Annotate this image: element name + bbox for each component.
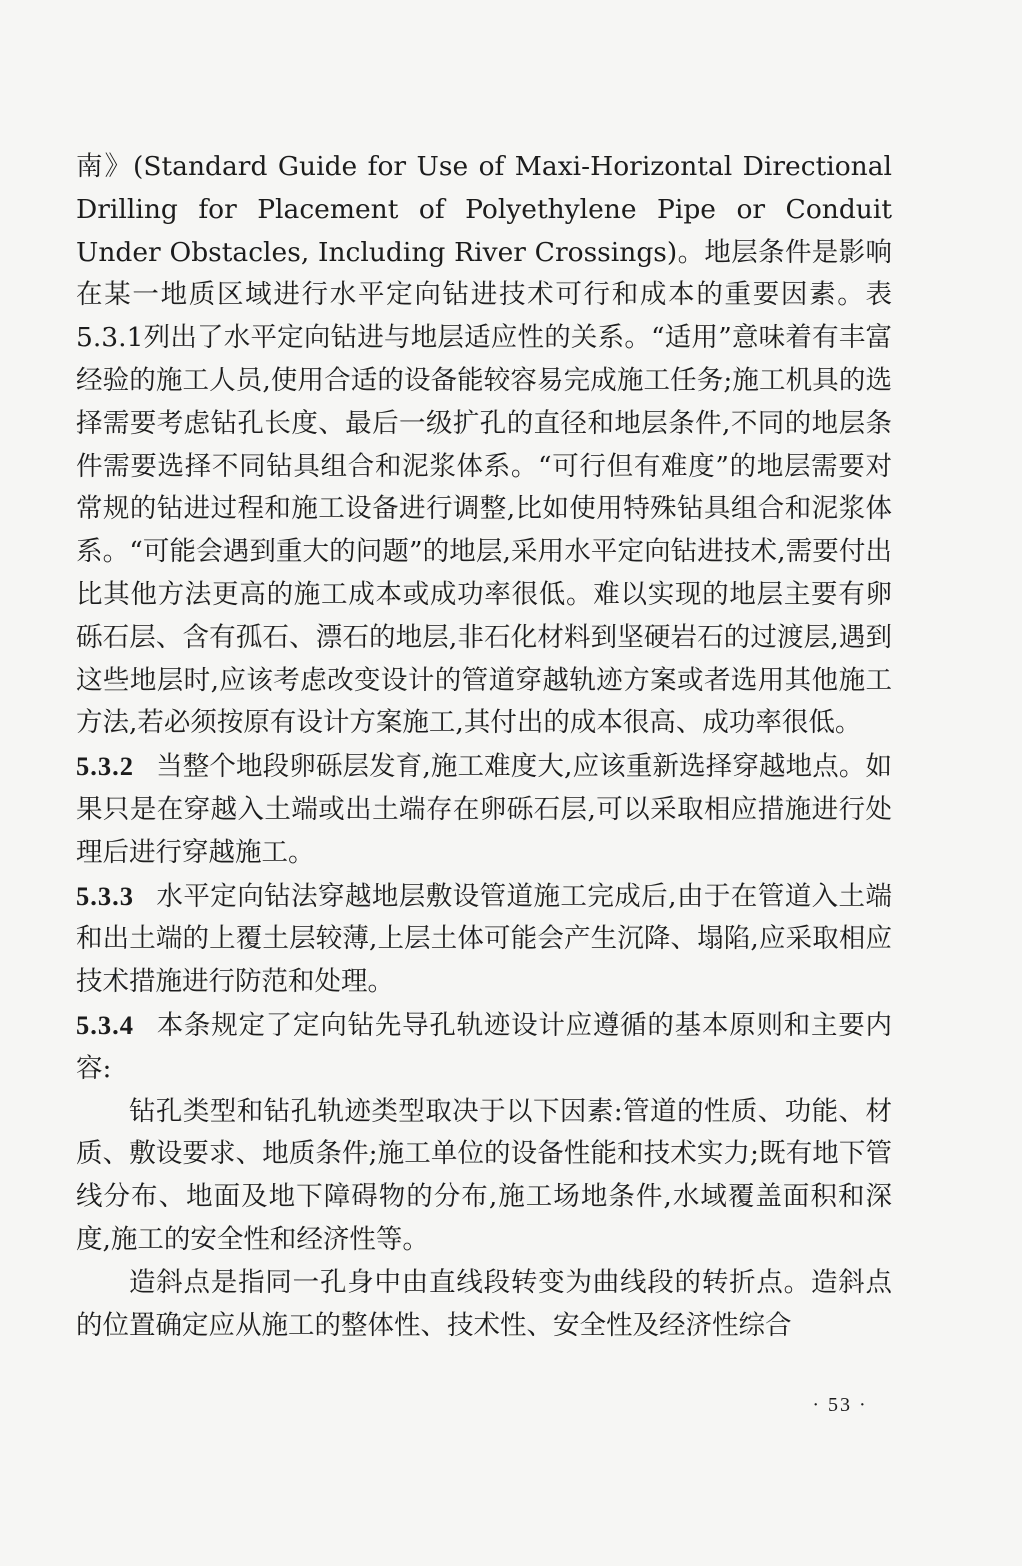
clause-number: 5.3.3 <box>76 880 134 911</box>
clause-5-3-2 <box>76 745 892 874</box>
clause-text: 当整个地段卵砾层发育,施工难度大,应该重新选择穿越地点。如果只是在穿越入土端或出土端存在卵砾石层,可以采取相应措施进行处理后进行穿越施工。 <box>76 751 892 868</box>
body-text <box>76 146 892 1347</box>
clause-number: 5.3.2 <box>76 751 134 782</box>
body-paragraph: 造斜点是指同一孔身中由直线段转变为曲线段的转折点。造斜点的位置确定应从施工的整体性、技术性、安全性及经济性综合 <box>76 1266 892 1341</box>
intro-paragraph: 南》(Standard Guide for Use of Maxi-Horizontal Directional Drilling for Placement of Polyethylene Pipe or Conduit Under Obstacles, Including River Crossings)。地层条件是影响在某一地质区域进行水平定向钻进技术可行和成本的重要因素。表5.3.1列出了水平定向钻进与地层适应性的关系。“适用”意味着有丰富经验的施工人员,使用合适的设备能较容易完成施工任务;施工机具的选择需要考虑钻孔长度、最后一级扩孔的直径和地层条件,不同的地层条件需要选择不同钻具组合和泥浆体系。“可行但有难度”的地层需要对常规的钻进过程和施工设备进行调整,比如使用特殊钻具组合和泥浆体系。“可能会遇到重大的问题”的地层,采用水平定向钻进技术,需要付出比其他方法更高的施工成本或成功率很低。难以实现的地层主要有卵砾石层、含有孤石、漂石的地层,非石化材料到坚硬岩石的过渡层,遇到这些地层时,应该考虑改变设计的管道穿越轨迹方案或者选用其他施工方法,若必须按原有设计方案施工,其付出的成本很高、成功率很低。 <box>76 151 892 739</box>
clause-number: 5.3.4 <box>76 1009 134 1040</box>
clause-5-3-4 <box>76 1004 892 1091</box>
clause-5-3-3 <box>76 875 892 1004</box>
clause-text: 本条规定了定向钻先导孔轨迹设计应遵循的基本原则和主要内容: <box>76 1009 892 1084</box>
clause-text: 水平定向钻法穿越地层敷设管道施工完成后,由于在管道入土端和出土端的上覆土层较薄,上层土体可能会产生沉降、塌陷,应采取相应技术措施进行防范和处理。 <box>76 880 892 998</box>
body-paragraph: 钻孔类型和钻孔轨迹类型取决于以下因素:管道的性质、功能、材质、敷设要求、地质条件;施工单位的设备性能和技术实力;既有地下管线分布、地面及地下障碍物的分布,施工场地条件,水域覆盖面积和深度,施工的安全性和经济性等。 <box>76 1095 892 1255</box>
page-number: · 53 · <box>812 1394 868 1416</box>
